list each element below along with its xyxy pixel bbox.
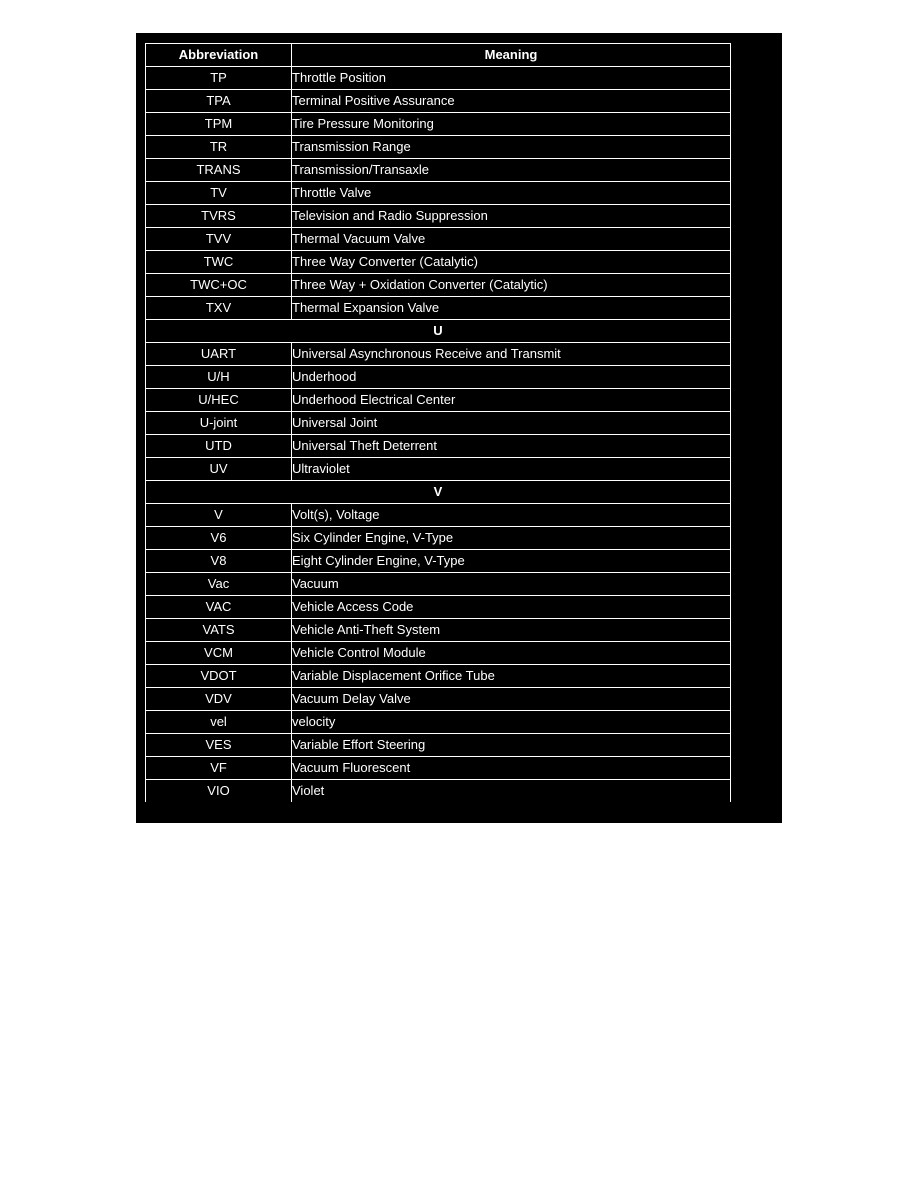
abbreviation-cell: TPA	[146, 90, 292, 113]
table-row	[146, 67, 731, 90]
table-row	[146, 205, 731, 228]
abbreviation-cell: VAC	[146, 596, 292, 619]
meaning-cell: Vacuum Fluorescent	[292, 757, 731, 780]
table-header-row	[146, 44, 731, 67]
abbreviation-table	[145, 43, 731, 802]
table-row	[146, 90, 731, 113]
meaning-cell: Variable Effort Steering	[292, 734, 731, 757]
meaning-cell: Three Way + Oxidation Converter (Catalytic)	[292, 274, 731, 297]
meaning-cell: Thermal Expansion Valve	[292, 297, 731, 320]
abbreviation-cell: VF	[146, 757, 292, 780]
abbreviation-cell: U-joint	[146, 412, 292, 435]
table-body	[146, 67, 731, 803]
abbreviation-cell: UTD	[146, 435, 292, 458]
abbreviation-cell: TV	[146, 182, 292, 205]
abbreviation-cell: TVV	[146, 228, 292, 251]
table-row	[146, 734, 731, 757]
abbreviation-cell: vel	[146, 711, 292, 734]
meaning-cell: Ultraviolet	[292, 458, 731, 481]
table-row	[146, 665, 731, 688]
table-row	[146, 780, 731, 803]
table-row	[146, 412, 731, 435]
table-row	[146, 182, 731, 205]
meaning-cell: Underhood Electrical Center	[292, 389, 731, 412]
table-row	[146, 688, 731, 711]
table-row	[146, 527, 731, 550]
abbreviation-cell: V	[146, 504, 292, 527]
meaning-cell: Violet	[292, 780, 731, 803]
table-row	[146, 504, 731, 527]
meaning-cell: Universal Joint	[292, 412, 731, 435]
table-row	[146, 573, 731, 596]
abbreviation-cell: V8	[146, 550, 292, 573]
meaning-cell: Vehicle Anti-Theft System	[292, 619, 731, 642]
table-row	[146, 550, 731, 573]
abbreviation-cell: VES	[146, 734, 292, 757]
abbreviation-cell: VATS	[146, 619, 292, 642]
abbreviation-cell: TVRS	[146, 205, 292, 228]
abbreviation-cell: Vac	[146, 573, 292, 596]
abbreviation-cell: TRANS	[146, 159, 292, 182]
meaning-cell: Vacuum Delay Valve	[292, 688, 731, 711]
meaning-cell: Transmission/Transaxle	[292, 159, 731, 182]
meaning-cell: Thermal Vacuum Valve	[292, 228, 731, 251]
meaning-column-header: Meaning	[292, 44, 731, 67]
table-row	[146, 757, 731, 780]
meaning-cell: Throttle Valve	[292, 182, 731, 205]
meaning-cell: Television and Radio Suppression	[292, 205, 731, 228]
table-row	[146, 619, 731, 642]
abbreviation-cell: VIO	[146, 780, 292, 803]
abbreviation-cell: TWC+OC	[146, 274, 292, 297]
table-row	[146, 113, 731, 136]
table-row	[146, 159, 731, 182]
table-row	[146, 274, 731, 297]
section-row	[146, 320, 731, 343]
abbreviation-cell: TPM	[146, 113, 292, 136]
abbreviation-cell: VDV	[146, 688, 292, 711]
meaning-cell: Tire Pressure Monitoring	[292, 113, 731, 136]
abbreviation-cell: UV	[146, 458, 292, 481]
meaning-cell: Underhood	[292, 366, 731, 389]
meaning-cell: Terminal Positive Assurance	[292, 90, 731, 113]
abbreviation-cell: V6	[146, 527, 292, 550]
meaning-cell: Eight Cylinder Engine, V-Type	[292, 550, 731, 573]
meaning-cell: Universal Theft Deterrent	[292, 435, 731, 458]
abbreviation-cell: TXV	[146, 297, 292, 320]
table-row	[146, 136, 731, 159]
meaning-cell: Vacuum	[292, 573, 731, 596]
meaning-cell: Six Cylinder Engine, V-Type	[292, 527, 731, 550]
table-row	[146, 251, 731, 274]
section-heading: U	[146, 320, 731, 343]
meaning-cell: Universal Asynchronous Receive and Transmit	[292, 343, 731, 366]
meaning-cell: Transmission Range	[292, 136, 731, 159]
abbreviation-cell: U/H	[146, 366, 292, 389]
table-row	[146, 596, 731, 619]
abbreviation-cell: TR	[146, 136, 292, 159]
table-row	[146, 343, 731, 366]
table-row	[146, 435, 731, 458]
table-row	[146, 458, 731, 481]
section-row	[146, 481, 731, 504]
abbreviation-cell: VCM	[146, 642, 292, 665]
abbreviation-cell: TWC	[146, 251, 292, 274]
abbreviation-cell: VDOT	[146, 665, 292, 688]
table-row	[146, 366, 731, 389]
document-page-frame	[136, 33, 782, 823]
table-row	[146, 297, 731, 320]
abbreviation-column-header: Abbreviation	[146, 44, 292, 67]
meaning-cell: Variable Displacement Orifice Tube	[292, 665, 731, 688]
abbreviation-cell: UART	[146, 343, 292, 366]
table-row	[146, 389, 731, 412]
meaning-cell: Three Way Converter (Catalytic)	[292, 251, 731, 274]
table-row	[146, 711, 731, 734]
table-row	[146, 642, 731, 665]
table-row	[146, 228, 731, 251]
meaning-cell: Vehicle Control Module	[292, 642, 731, 665]
section-heading: V	[146, 481, 731, 504]
meaning-cell: Vehicle Access Code	[292, 596, 731, 619]
abbreviation-cell: U/HEC	[146, 389, 292, 412]
abbreviation-cell: TP	[146, 67, 292, 90]
meaning-cell: Throttle Position	[292, 67, 731, 90]
meaning-cell: velocity	[292, 711, 731, 734]
meaning-cell: Volt(s), Voltage	[292, 504, 731, 527]
